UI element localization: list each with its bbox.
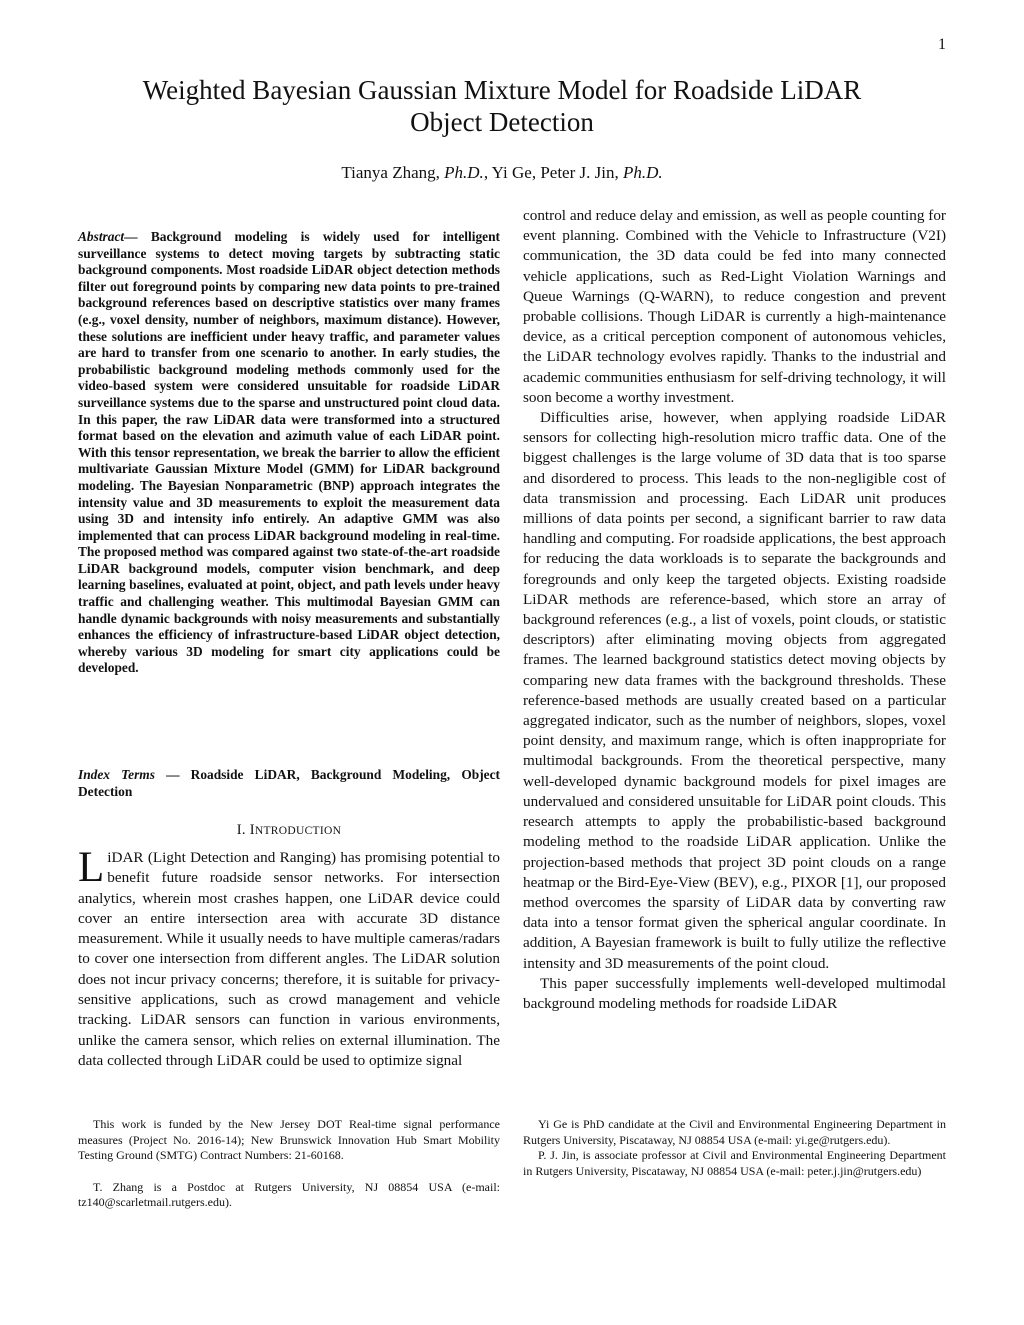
body-paragraph-2: Difficulties arise, however, when applying roadside LiDAR sensors for collecting high-resolution micro traffic data. One of the biggest challenges is the large volume of 3D data that is too sparse and disordered to process. This leads to the non-negligible cost of data transmission and processing. Each LiDAR unit produces millions of data points per second, a significant barrier to raw data handling and computing. For roadside applications, the best approach for reducing the data workloads is to separate the backgrounds and foregrounds and only keep the targeted objects. Existing roadside LiDAR methods are reference-based, which store an array of background references (e.g., a list of voxels, point clouds, or statistic descriptors) after eliminating moving objects from aggregated frames. The learned background statistics detect moving objects by comparing new data frames with the background thresholds. These reference-based methods are usually created based on a particular aggregated indicator, such as the number of neighbors, slopes, voxel point density, and maximum range, which is often inappropriate for multimodal backgrounds. From the theoretical perspective, many well-developed dynamic background models for pixel images are undervalued and considered unsuitable for LiDAR point clouds. This research attempts to apply the probabilistic-based background modeling method to the roadside LiDAR application. Unlike the projection-based methods that project 3D point clouds on a range heatmap or the Bird-Eye-View (BEV), e.g., PIXOR [1], our proposed method overcomes the sparsity of LiDAR data by converting raw data into a tensor format given the spherical angular coordinate. In addition, A Bayesian framework is built to fully utilize the reflective intensity and 3D measurements of the point cloud. xyxy=(523,409,946,972)
index-terms xyxy=(78,766,500,800)
introduction-paragraph xyxy=(78,844,500,1071)
section-heading-introduction xyxy=(78,822,500,839)
section-title-rest: NTRODUCTION xyxy=(254,825,342,837)
section-number: I. xyxy=(236,822,250,838)
author-2-3: , Yi Ge, Peter J. Jin, xyxy=(483,163,623,182)
author-1-degree: Ph.D. xyxy=(444,163,484,182)
abstract-label: Abstract xyxy=(78,229,125,244)
footnote-funding: This work is funded by the New Jersey DOT Real-time signal performance measures (Project No. 2016-14); New Brunswick Innovation Hub Smart Mobility Testing Ground (SMTG) Contract Numbers: 21-60168. xyxy=(78,1117,500,1162)
footnote-author-zhang: T. Zhang is a Postdoc at Rutgers University, NJ 08854 USA (e-mail: tz140@scarletmail.rutgers.edu). xyxy=(78,1179,500,1209)
author-3-degree: Ph.D. xyxy=(622,163,663,182)
paper-title xyxy=(0,74,1004,138)
page-number: 1 xyxy=(938,36,946,53)
right-column-body xyxy=(523,206,946,1014)
index-terms-text: — Roadside LiDAR, Background Modeling, Object Detection xyxy=(78,767,500,799)
body-paragraph-1: control and reduce delay and emission, as well as people counting for event planning. Combined with the Vehicle to Infrastructure (V2I) communication, the 3D data could be fed into many connected vehicle applications, such as Red-Light Violation Warnings and Queue Warnings (Q-WARN), to reduce congestion and prevent probable collisions. Though LiDAR is currently a high-maintenance device, as a critical perception component of autonomous vehicles, the LiDAR technology evolves rapidly. Thanks to the industrial and academic communities enthusiasm for self-driving technology, it will soon become a worthy investment. xyxy=(523,207,946,406)
paper-title-line-1: Weighted Bayesian Gaussian Mixture Model for Roadside LiDAR xyxy=(142,75,862,105)
paper-title-line-2: Object Detection xyxy=(410,107,594,137)
footnotes-left xyxy=(78,1117,500,1211)
abstract-text: Background modeling is widely used for intelligent surveillance systems to detect moving targets by subtracting static background components. Most roadside LiDAR object detection methods filter out foreground points by comparing new data points to pre-trained background references based on descriptive statistics over many frames (e.g., voxel density, number of neighbors, maximum distance). However, these solutions are inefficient under heavy traffic, and parameter values are hard to transfer from one scenario to another. In early studies, the probabilistic background modeling methods commonly used for the video-based system were considered unsuitable for roadside LiDAR surveillance systems due to the sparse and unstructured point cloud data. In this paper, the raw LiDAR data were transformed into a structured format based on the elevation and azimuth value of each LiDAR point. With this tensor representation, we break the barrier to allow the efficient multivariate Gaussian Mixture Model (GMM) for LiDAR background modeling. The Bayesian Nonparametric (BNP) approach integrates the intensity value and 3D measurements to exploit the measurement data using 3D and intensity info entirely. An adaptive GMM was also implemented that can process LiDAR background modeling in real-time. The proposed method was compared against two state-of-the-art roadside LiDAR background models, computer vision benchmark, and deep learning baselines, evaluated at point, object, and path levels under heavy traffic and challenging weather. This multimodal Bayesian GMM can handle dynamic backgrounds with noisy measurements and substantially enhances the efficiency of infrastructure-based LiDAR object detection, whereby various 3D modeling for smart city applications could be developed. xyxy=(78,229,501,676)
abstract xyxy=(78,229,500,677)
author-list xyxy=(0,163,1004,183)
drop-cap: L xyxy=(78,844,105,891)
index-terms-label: Index Terms xyxy=(78,767,155,782)
footnotes-right xyxy=(523,1117,946,1179)
body-paragraph-3: This paper successfully implements well-developed multimodal background modeling methods for roadside LiDAR xyxy=(523,974,946,1012)
footnote-author-jin: P. J. Jin, is associate professor at Civil and Environmental Engineering Department in Rutgers University, Piscataway, NJ 08854 USA (e-mail: peter.j.jin@rutgers.edu) xyxy=(523,1148,946,1178)
footnote-author-ge: Yi Ge is PhD candidate at the Civil and Environmental Engineering Department in Rutgers University, Piscataway, NJ 08854 USA (e-mail: yi.ge@rutgers.edu). xyxy=(523,1117,946,1147)
author-1: Tianya Zhang, xyxy=(341,163,445,182)
section-title-initial: I xyxy=(249,822,255,838)
abstract-dash: — xyxy=(124,229,151,244)
introduction-text: iDAR (Light Detection and Ranging) has promising potential to benefit future roadside sensor networks. For intersection analytics, wherein most crashes happen, one LiDAR device could cover an entire intersection area with accurate 3D distance measurement. While it usually needs to have multiple cameras/radars to cover one intersection from different angles. The LiDAR solution does not incur privacy concerns; therefore, it is suitable for privacy-sensitive applications, such as crowd management and vehicle tracking. LiDAR sensors can function in various environments, unlike the camera sensor, which relies on external illumination. The data collected through LiDAR could be used to optimize signal xyxy=(78,849,500,1069)
